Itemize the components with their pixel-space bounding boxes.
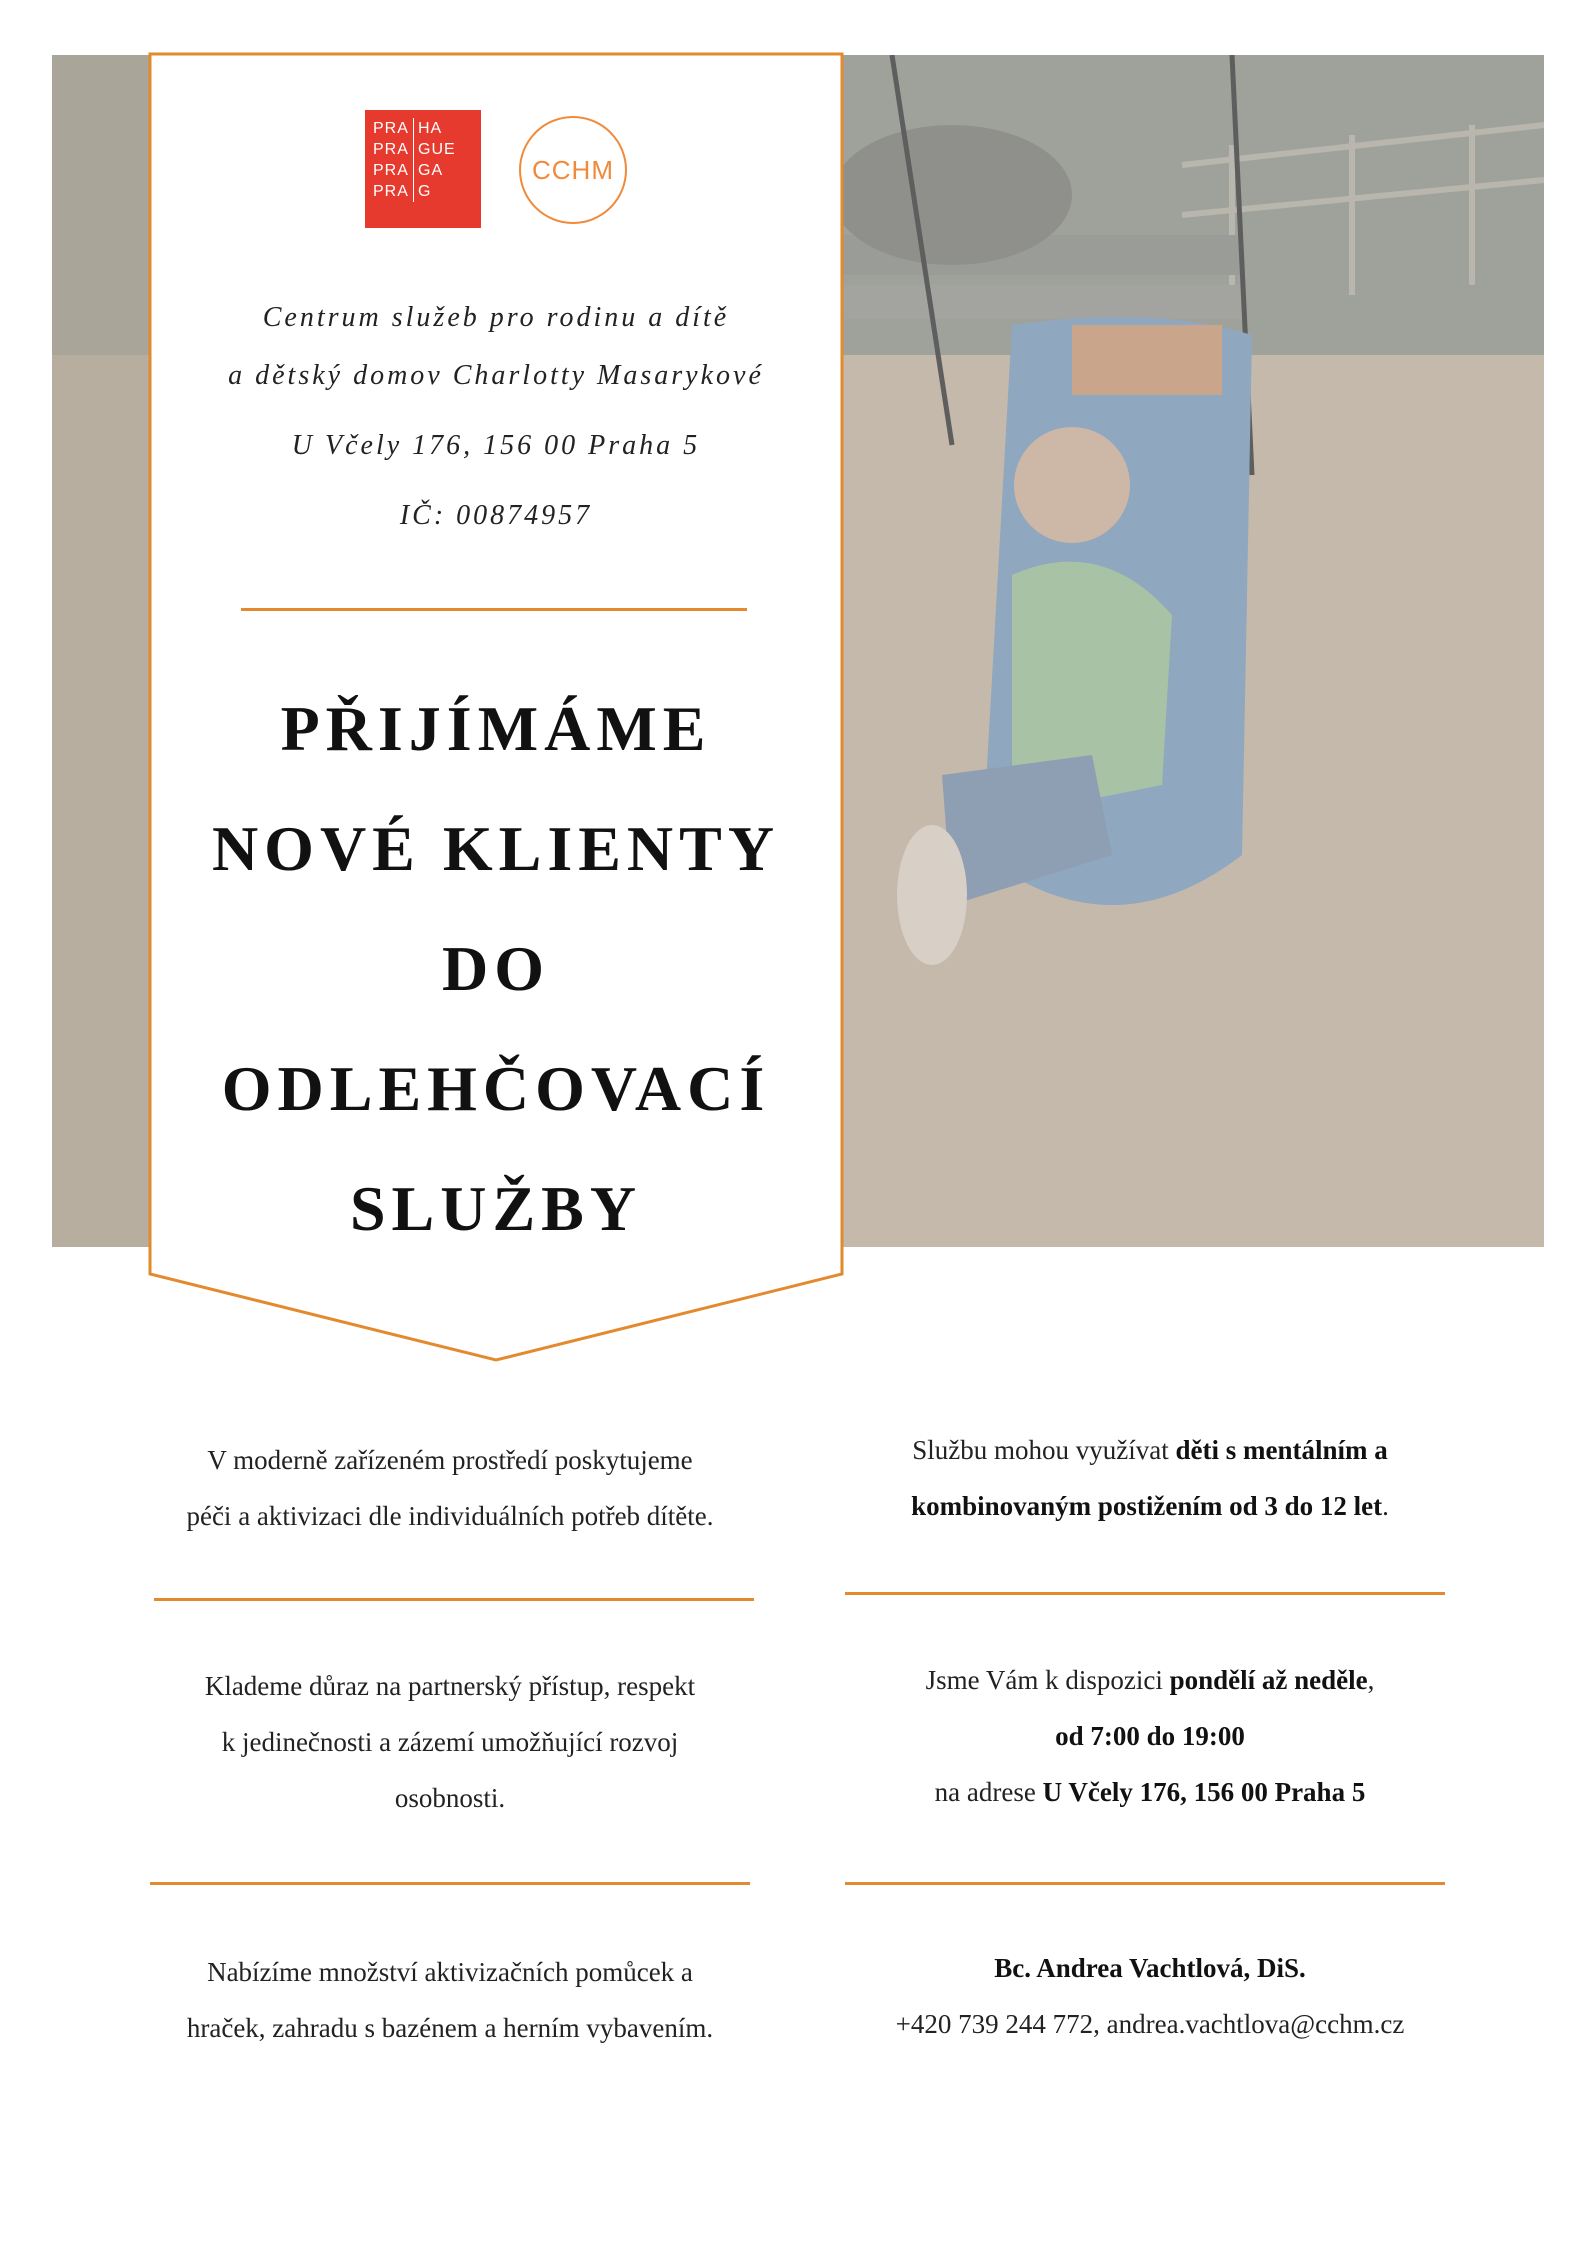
logos <box>148 110 844 230</box>
headline-line5: SLUŽBY <box>349 1173 643 1244</box>
right-info-block-1: Službu mohou využívat děti s mentálním a kombinovaným postižením od 3 do 12 let. <box>911 1435 1389 1521</box>
right-info-block-2: Jsme Vám k dispozici pondělí až neděle, od 7:00 do 19:00 na adrese U Včely 176, 156 00 Praha 5 <box>925 1665 1375 1807</box>
headline-line3: DO <box>442 933 550 1004</box>
organization-name-line2: a dětský domov Charlotty Masarykové <box>228 360 764 391</box>
divider <box>150 1882 750 1885</box>
divider <box>154 1598 754 1601</box>
contact-block <box>810 1940 1490 2052</box>
left-info-block-2: Klademe důraz na partnerský přístup, respekt k jedinečnosti a zázemí umožňující rozvoj osobnosti. <box>204 1671 696 1813</box>
headline-line4: ODLEHČOVACÍ <box>221 1053 771 1124</box>
organization-address: U Včely 176, 156 00 Praha 5 <box>291 430 701 461</box>
organization-name-line1: Centrum služeb pro rodinu a dítě <box>262 302 730 333</box>
praha-logo: PRA HA PRA GUE PRA GA PRA G <box>365 110 481 228</box>
title-banner <box>148 52 844 1362</box>
left-info-block-3: Nabízíme množství aktivizačních pomůcek a hraček, zahradu s bazénem a herním vybavením. <box>186 1957 714 2043</box>
contact-details: +420 739 244 772, andrea.vachtlova@cchm.cz <box>895 2009 1405 2039</box>
left-info-block-1: V moderně zařízeném prostředí poskytujeme péči a aktivizaci dle individuálních potřeb dítěte. <box>186 1445 714 1531</box>
headline-line1: PŘIJÍMÁME <box>280 693 712 764</box>
cchm-logo: CCHM <box>519 116 627 224</box>
organization-ic: IČ: 00874957 <box>399 500 593 531</box>
divider <box>845 1592 1445 1595</box>
divider <box>845 1882 1445 1885</box>
divider <box>241 608 747 611</box>
headline-line2: NOVÉ KLIENTY <box>211 813 781 884</box>
contact-name: Bc. Andrea Vachtlová, DiS. <box>994 1953 1306 1983</box>
